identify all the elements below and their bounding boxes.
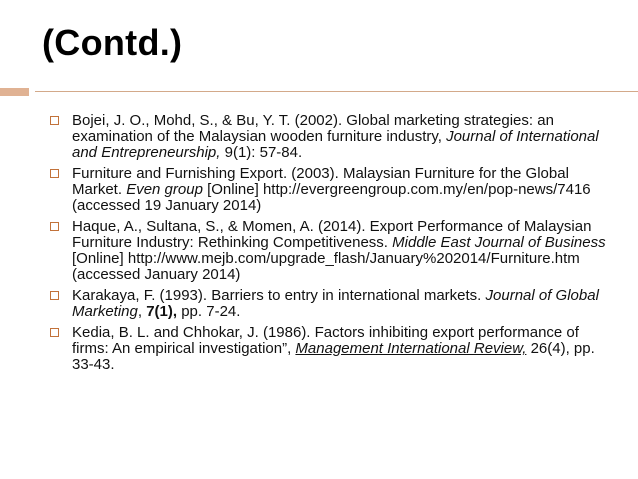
reference-item	[48, 166, 618, 214]
reference-segment: 26(4), pp. 33-43.	[72, 340, 595, 373]
journal-title: Journal of International and Entrepreneurship,	[72, 128, 599, 161]
hollow-square-bullet-icon	[50, 116, 59, 125]
reference-item	[48, 219, 618, 283]
reference-segment: Karakaya, F. (1993). Barriers to entry in international markets.	[72, 287, 486, 304]
reference-segment: pp. 7-24.	[177, 303, 241, 320]
reference-segment: Bojei, J. O., Mohd, S., & Bu, Y. T. (2002). Global marketing strategies: an examination of the Malaysian wooden furniture industry,	[72, 112, 554, 145]
reference-segment: [Online] http://www.mejb.com/upgrade_flash/January%202014/Furniture.htm (accessed January 2014)	[72, 250, 580, 283]
reference-segment: Kedia, B. L. and Chhokar, J. (1986). Factors inhibiting export performance of firms: An empirical investigation”,	[72, 324, 579, 357]
reference-text	[72, 113, 618, 161]
journal-title: Middle East Journal of Business	[392, 234, 606, 251]
reference-segment: Haque, A., Sultana, S., & Momen, A. (2014). Export Performance of Malaysian Furniture Industry: Rethinking Competitiveness.	[72, 218, 592, 251]
source-title: Even group	[126, 181, 203, 198]
reference-text	[72, 219, 618, 283]
hollow-square-bullet-icon	[50, 169, 59, 178]
reference-text	[72, 166, 618, 214]
reference-segment: ,	[137, 303, 147, 320]
journal-title: Management International Review,	[295, 340, 527, 357]
journal-title: Journal of Global Marketing	[72, 287, 599, 320]
hollow-square-bullet-icon	[50, 328, 59, 337]
hollow-square-bullet-icon	[50, 291, 59, 300]
reference-segment: Furniture and Furnishing Export. (2003). Malaysian Furniture for the Global Market.	[72, 165, 569, 198]
reference-text	[72, 325, 618, 373]
reference-segment: [Online] http://evergreengroup.com.my/en/pop-news/7416 (accessed 19 January 2014)	[72, 181, 591, 214]
reference-list	[48, 113, 618, 378]
reference-item	[48, 325, 618, 373]
hollow-square-bullet-icon	[50, 222, 59, 231]
reference-segment: 9(1): 57-84.	[220, 144, 303, 161]
title-divider-line	[35, 91, 638, 92]
reference-item	[48, 288, 618, 320]
reference-text	[72, 288, 618, 320]
reference-item	[48, 113, 618, 161]
volume-issue: 7(1),	[146, 303, 178, 320]
title-accent-block	[0, 88, 29, 96]
slide-title: (Contd.)	[42, 22, 183, 63]
